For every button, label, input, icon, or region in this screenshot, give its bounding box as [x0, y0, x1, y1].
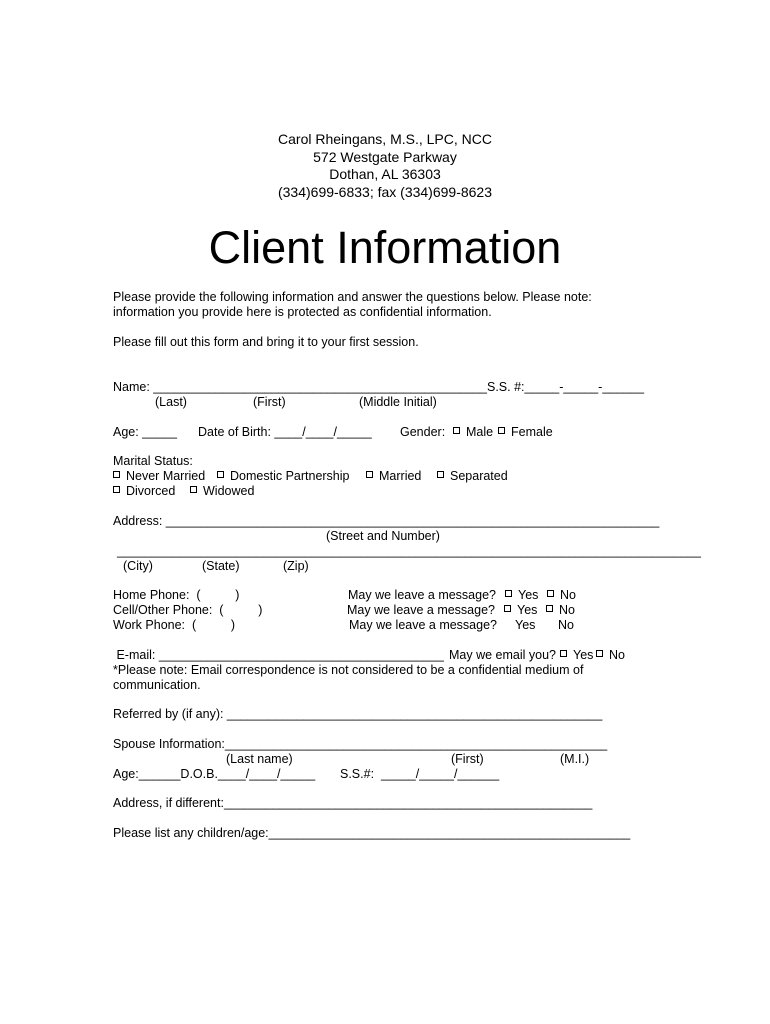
checkbox-icon — [596, 650, 603, 657]
checkbox-icon — [546, 605, 553, 612]
never-married-label: Never Married — [126, 469, 206, 483]
gender-male-option[interactable] — [453, 425, 493, 440]
marital-never-married-option[interactable] — [113, 469, 205, 484]
address-city-field[interactable]: ____________________________________________________________________________________ — [117, 544, 701, 558]
address-field[interactable]: Address: _______________________________________________________________________ — [113, 514, 660, 528]
email-field[interactable]: E-mail: _________________________________________ — [113, 648, 444, 662]
checkbox-icon — [547, 590, 554, 597]
marital-domestic-option[interactable] — [217, 469, 350, 484]
intro-line-1: Please provide the following information and answer the questions below. Please note: — [113, 290, 592, 304]
checkbox-icon — [190, 486, 197, 493]
marital-married-option[interactable] — [366, 469, 421, 484]
checkbox-icon — [437, 471, 444, 478]
name-first-label: (First) — [253, 395, 286, 409]
email-note-line-2: communication. — [113, 678, 201, 692]
provider-city: Dothan, AL 36303 — [329, 166, 441, 182]
separated-label: Separated — [450, 469, 508, 483]
state-label: (State) — [202, 559, 240, 573]
provider-phone: (334)699-6833; fax (334)699-8623 — [277, 184, 493, 200]
spouse-ss-field[interactable]: S.S.#: _____/_____/______ — [340, 767, 500, 781]
divorced-label: Divorced — [126, 484, 176, 498]
marital-status-label: Marital Status: — [113, 454, 193, 468]
cell-message-question: May we leave a message? — [347, 603, 495, 617]
address-different-field[interactable]: Address, if different:_____________________________________________________ — [113, 796, 593, 810]
email-yes-option[interactable] — [560, 648, 593, 663]
home-message-no[interactable] — [547, 588, 576, 603]
marital-divorced-option[interactable] — [113, 484, 175, 499]
intro-line-2: information you provide here is protected as confidential information. — [113, 305, 492, 319]
gender-female-option[interactable] — [498, 425, 553, 440]
married-label: Married — [379, 469, 422, 483]
no-label: No — [559, 603, 575, 617]
gender-label: Gender: — [400, 425, 446, 439]
name-field[interactable]: Name: ________________________________________________S.S. #:_____-_____-______ — [113, 380, 645, 394]
gender-female-label: Female — [511, 425, 553, 439]
checkbox-icon — [113, 486, 120, 493]
provider-name: Carol Rheingans, M.S., LPC, NCC — [278, 131, 492, 147]
children-field[interactable]: Please list any children/age:____________________________________________________ — [113, 826, 631, 840]
yes-label: Yes — [517, 603, 538, 617]
cell-message-no[interactable] — [546, 603, 575, 618]
street-label: (Street and Number) — [326, 529, 440, 543]
cell-phone-field[interactable]: Cell/Other Phone: ( ) — [113, 603, 263, 617]
work-message-question: May we leave a message? — [349, 618, 497, 632]
work-message-no[interactable]: No — [558, 618, 574, 632]
yes-label: Yes — [573, 648, 594, 662]
no-label: No — [609, 648, 625, 662]
email-no-option[interactable] — [596, 648, 625, 663]
checkbox-icon — [366, 471, 373, 478]
zip-label: (Zip) — [283, 559, 309, 573]
domestic-label: Domestic Partnership — [230, 469, 350, 483]
provider-street: 572 Westgate Parkway — [313, 149, 457, 165]
marital-widowed-option[interactable] — [190, 484, 254, 499]
email-note-line-1: *Please note: Email correspondence is not considered to be a confidential medium of — [113, 663, 584, 677]
checkbox-icon — [505, 590, 512, 597]
cell-message-yes[interactable] — [504, 603, 537, 618]
yes-label: Yes — [518, 588, 539, 602]
spouse-age-dob-field[interactable]: Age:______D.O.B.____/____/_____ — [113, 767, 316, 781]
work-message-yes[interactable]: Yes — [515, 618, 536, 632]
spouse-last-label: (Last name) — [226, 752, 293, 766]
checkbox-icon — [560, 650, 567, 657]
gender-male-label: Male — [466, 425, 494, 439]
work-phone-field[interactable]: Work Phone: ( ) — [113, 618, 236, 632]
checkbox-icon — [113, 471, 120, 478]
checkbox-icon — [504, 605, 511, 612]
age-field[interactable]: Age: _____ — [113, 425, 177, 439]
checkbox-icon — [498, 427, 505, 434]
dob-field[interactable]: Date of Birth: ____/____/_____ — [198, 425, 372, 439]
home-message-question: May we leave a message? — [348, 588, 496, 602]
marital-separated-option[interactable] — [437, 469, 508, 484]
no-label: No — [560, 588, 576, 602]
referred-field[interactable]: Referred by (if any): ______________________________________________________ — [113, 707, 603, 721]
spouse-mi-label: (M.I.) — [560, 752, 590, 766]
home-message-yes[interactable] — [505, 588, 538, 603]
intro-line-3: Please fill out this form and bring it to your first session. — [113, 335, 419, 349]
email-question: May we email you? — [449, 648, 556, 662]
city-label: (City) — [123, 559, 153, 573]
spouse-first-label: (First) — [451, 752, 484, 766]
widowed-label: Widowed — [203, 484, 255, 498]
name-last-label: (Last) — [155, 395, 187, 409]
checkbox-icon — [217, 471, 224, 478]
checkbox-icon — [453, 427, 460, 434]
home-phone-field[interactable]: Home Phone: ( ) — [113, 588, 240, 602]
spouse-field[interactable]: Spouse Information:_______________________________________________________ — [113, 737, 608, 751]
page-title: Client Information — [208, 222, 562, 273]
name-middle-label: (Middle Initial) — [359, 395, 437, 409]
